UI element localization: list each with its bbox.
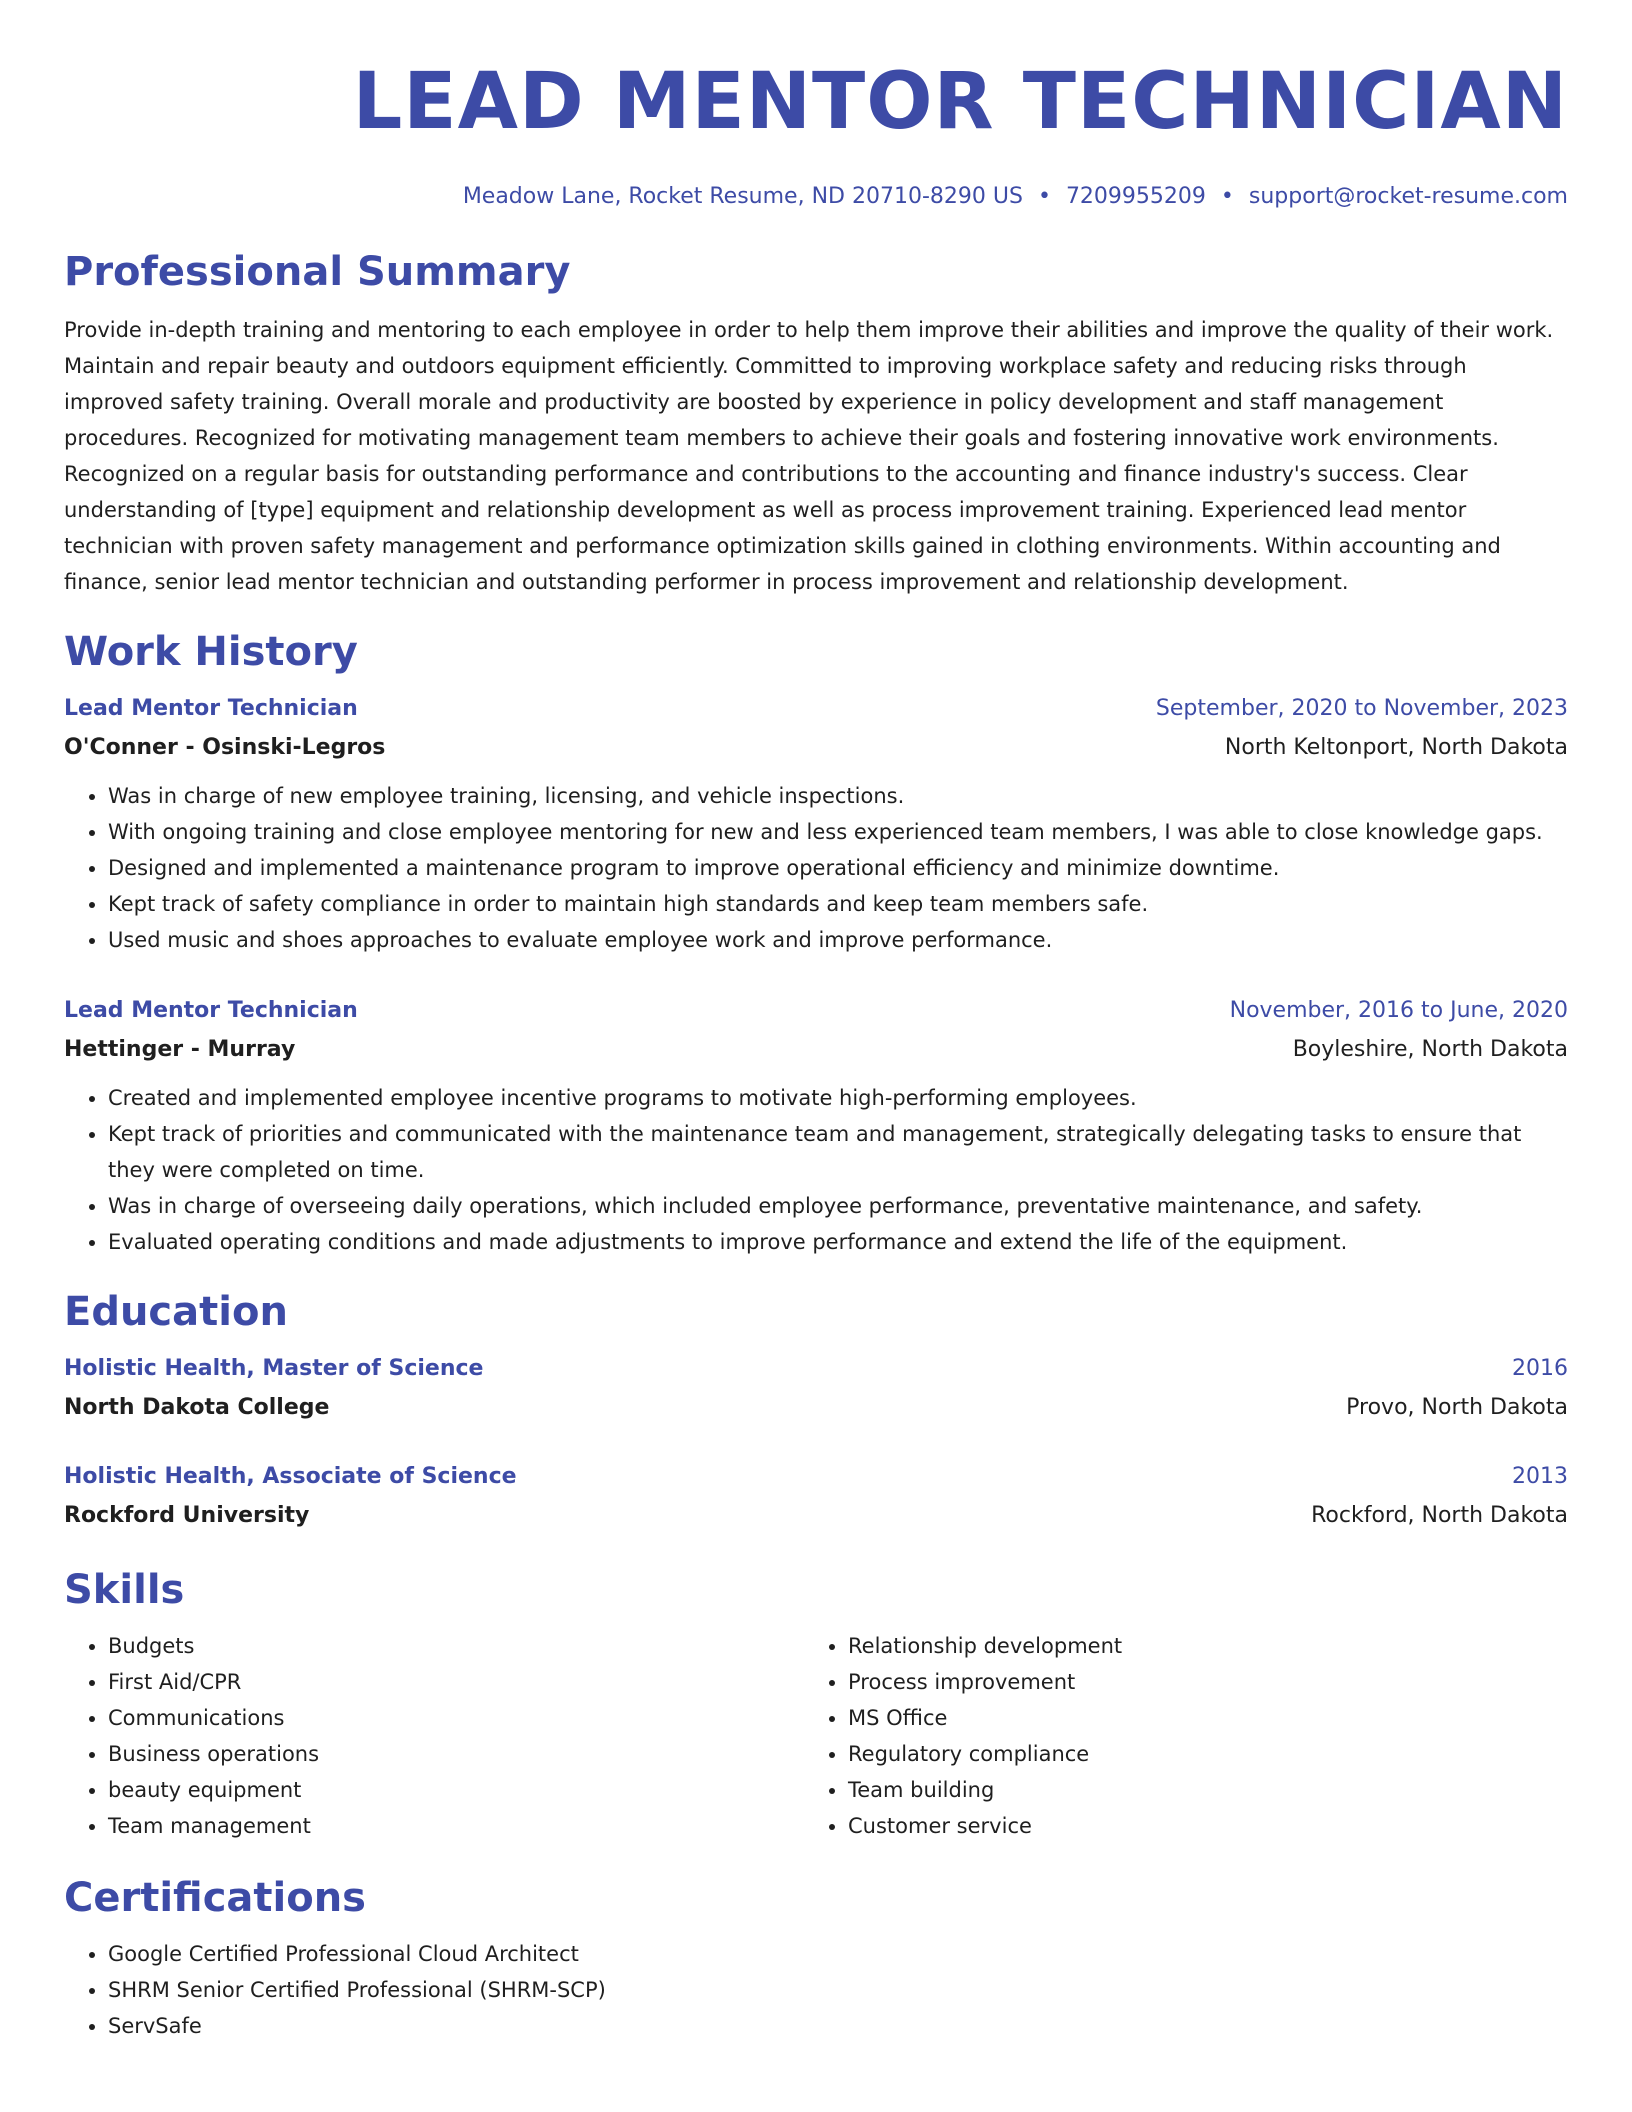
school-location: Rockford, North Dakota [1311, 1503, 1568, 1528]
job-bullet: • Used music and shoes approaches to evaluate employee work and improve performance. [108, 922, 1568, 958]
job-bullet: • Was in charge of new employee training, licensing, and vehicle inspections. [108, 778, 1568, 814]
education-entry-header [64, 1458, 1568, 1496]
education-entry [64, 1458, 1568, 1536]
skill-item: • Relationship development [848, 1628, 1544, 1664]
skills-list-right [804, 1628, 1544, 1844]
job-bullet: • Created and implemented employee incentive programs to motivate high-performing employees. [108, 1080, 1568, 1116]
section-title-certifications: Certifications [64, 1875, 366, 1921]
skill-item: • First Aid/CPR [108, 1664, 804, 1700]
skill-item: • Budgets [108, 1628, 804, 1664]
work-entry-subheader [64, 1030, 1568, 1070]
section-title-skills: Skills [64, 1567, 185, 1613]
work-entry-subheader [64, 728, 1568, 768]
job-bullet: • Was in charge of overseeing daily operations, which included employee performance, preventative maintenance, and safety. [108, 1188, 1568, 1224]
job-location: North Keltonport, North Dakota [1224, 735, 1568, 760]
education-entry-subheader [64, 1388, 1568, 1428]
skill-item: • beauty equipment [108, 1772, 804, 1808]
job-location: Boyleshire, North Dakota [1292, 1037, 1568, 1062]
skills-columns [64, 1628, 1568, 1844]
degree-title: Holistic Health, Associate of Science [64, 1464, 517, 1489]
job-company: O'Conner - Osinski-Legros [64, 735, 386, 760]
skill-item: • Team management [108, 1808, 804, 1844]
skills-list-left [64, 1628, 804, 1844]
contact-line [64, 182, 1568, 212]
certification-item: • SHRM Senior Certified Professional (SHRM-SCP) [108, 1972, 1568, 2008]
contact-separator: • [1037, 184, 1051, 209]
skill-item: • Customer service [848, 1808, 1544, 1844]
section-title-work-history: Work History [64, 629, 358, 675]
contact-email[interactable]: support@rocket-resume.com [1248, 184, 1568, 209]
job-bullet: • Kept track of priorities and communicated with the maintenance team and management, strategically delegating tasks to ensure that they were completed on time. [108, 1116, 1568, 1188]
contact-address: Meadow Lane, Rocket Resume, ND 20710-8290 US [462, 184, 1023, 209]
job-bullets [64, 778, 1568, 958]
job-dates: September, 2020 to November, 2023 [1155, 696, 1568, 721]
section-title-education: Education [64, 1289, 288, 1335]
certifications-list [64, 1936, 1568, 2044]
contact-phone: 7209955209 [1065, 184, 1206, 209]
skill-item: • Team building [848, 1772, 1544, 1808]
resume-name: LEAD MENTOR TECHNICIAN [352, 57, 1568, 147]
work-entry [64, 992, 1568, 1260]
skill-item: • Process improvement [848, 1664, 1544, 1700]
work-entry-header [64, 992, 1568, 1030]
certification-item: • ServSafe [108, 2008, 1568, 2044]
school-location: Provo, North Dakota [1346, 1395, 1568, 1420]
job-bullet: • Evaluated operating conditions and made adjustments to improve performance and extend the life of the equipment. [108, 1224, 1568, 1260]
job-bullet: • With ongoing training and close employee mentoring for new and less experienced team members, I was able to close knowledge gaps. [108, 814, 1568, 850]
job-dates: November, 2016 to June, 2020 [1229, 998, 1568, 1023]
job-company: Hettinger - Murray [64, 1037, 296, 1062]
education-entry [64, 1350, 1568, 1428]
job-bullet: • Kept track of safety compliance in order to maintain high standards and keep team members safe. [108, 886, 1568, 922]
job-title: Lead Mentor Technician [64, 998, 358, 1023]
degree-year: 2016 [1512, 1356, 1568, 1381]
work-entry-header [64, 690, 1568, 728]
skill-item: • Business operations [108, 1736, 804, 1772]
summary-text: Provide in-depth training and mentoring to each employee in order to help them improve their abilities and improve the quality of their work. Maintain and repair beauty and outdoors equipment efficiently. Committed to improving workplace safety and reducing risks through improved safety training. Overall morale and productivity are boosted by experience in policy development and staff management procedures. Recognized for motivating management team members to achieve their goals and fostering innovative work environments. Recognized on a regular basis for outstanding performance and contributions to the accounting and finance industry's success. Clear understanding of [type] equipment and relationship development as well as process improvement training. Experienced lead mentor technician with proven safety management and performance optimization skills gained in clothing environments. Within accounting and finance, senior lead mentor technician and outstanding performer in process improvement and relationship development. [64, 318, 1554, 594]
job-title: Lead Mentor Technician [64, 696, 358, 721]
school-name: North Dakota College [64, 1395, 330, 1420]
job-bullets [64, 1080, 1568, 1260]
degree-title: Holistic Health, Master of Science [64, 1356, 484, 1381]
education-entry-header [64, 1350, 1568, 1388]
school-name: Rockford University [64, 1503, 310, 1528]
skill-item: • MS Office [848, 1700, 1544, 1736]
degree-year: 2013 [1512, 1464, 1568, 1489]
certification-item: • Google Certified Professional Cloud Architect [108, 1936, 1568, 1972]
section-title-summary: Professional Summary [64, 249, 571, 295]
education-entry-subheader [64, 1496, 1568, 1536]
skill-item: • Communications [108, 1700, 804, 1736]
work-entry [64, 690, 1568, 958]
contact-separator: • [1220, 184, 1234, 209]
job-bullet: • Designed and implemented a maintenance program to improve operational efficiency and minimize downtime. [108, 850, 1568, 886]
skill-item: • Regulatory compliance [848, 1736, 1544, 1772]
